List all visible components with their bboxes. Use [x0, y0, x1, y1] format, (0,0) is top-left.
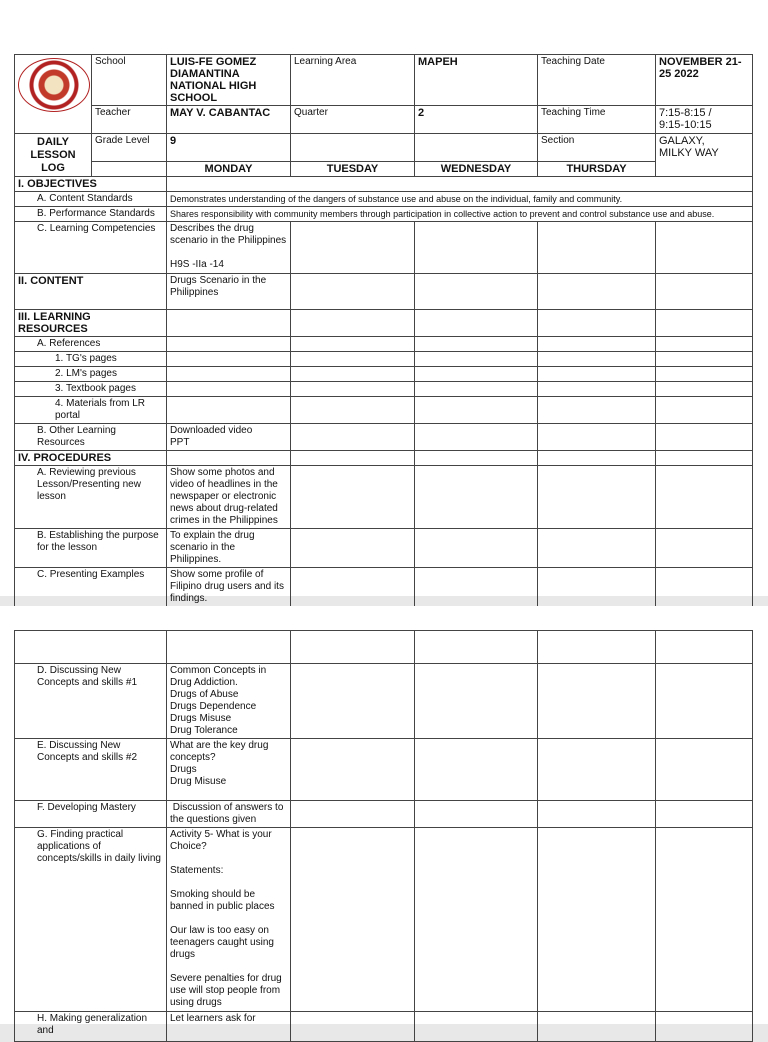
- lesson-log-table-page-2: [14, 630, 753, 1042]
- procedure-e-label: E. Discussing New Concepts and skills #2: [15, 739, 167, 801]
- page-2: [0, 606, 768, 1036]
- log-title: DAILY LESSON LOG: [15, 134, 92, 177]
- content-value: Drugs Scenario in the Philippines: [167, 274, 291, 310]
- procedure-a-value: Show some photos and video of headlines in the newspaper or electronic news about drug-related crimes in the Philippines: [167, 466, 291, 529]
- procedure-h-value: Let learners ask for: [167, 1012, 291, 1042]
- learning-competencies-label: C. Learning Competencies: [15, 222, 167, 274]
- lesson-log-table-page-1: [14, 54, 753, 607]
- procedure-c-value: Show some profile of Filipino drug users and its findings.: [167, 568, 291, 607]
- procedure-e-value: What are the key drug concepts? Drugs Drug Misuse: [167, 739, 291, 801]
- school-seal-cell: [15, 55, 92, 134]
- procedure-d-value: Common Concepts in Drug Addiction. Drugs of Abuse Drugs Dependence Drugs Misuse Drug Tolerance: [167, 664, 291, 739]
- procedure-f-value: Discussion of answers to the questions given: [167, 801, 291, 828]
- learning-resources-heading: III. LEARNING RESOURCES: [15, 310, 167, 337]
- teaching-time-label: Teaching Time: [538, 106, 656, 134]
- quarter-label: Quarter: [291, 106, 415, 134]
- section-label: Section: [538, 134, 656, 162]
- content-heading: II. CONTENT: [15, 274, 167, 310]
- teacher-value: MAY V. CABANTAC: [167, 106, 291, 134]
- other-resources-value: Downloaded video PPT: [167, 424, 291, 451]
- teacher-label: Teacher: [92, 106, 167, 134]
- procedure-b-label: B. Establishing the purpose for the lesson: [15, 529, 167, 568]
- procedure-g-label: G. Finding practical applications of concepts/skills in daily living: [15, 828, 167, 1012]
- performance-standards-label: B. Performance Standards: [15, 207, 167, 222]
- learning-area-value: MAPEH: [415, 55, 538, 106]
- procedure-g-value: Activity 5- What is your Choice? Statements: Smoking should be banned in public places Our law is too easy on teenagers caught using drugs Severe penalties for drug use will stop people from using drugs: [167, 828, 291, 1012]
- materials-lr-portal-label: 4. Materials from LR portal: [15, 397, 167, 424]
- procedure-b-value: To explain the drug scenario in the Philippines.: [167, 529, 291, 568]
- teaching-time-value: 7:15-8:15 / 9:15-10:15: [656, 106, 753, 134]
- day-wednesday: WEDNESDAY: [415, 162, 538, 177]
- procedure-d-label: D. Discussing New Concepts and skills #1: [15, 664, 167, 739]
- procedure-c-label: C. Presenting Examples: [15, 568, 167, 607]
- content-standards-label: A. Content Standards: [15, 192, 167, 207]
- section-value: GALAXY, MILKY WAY: [656, 134, 753, 177]
- lm-pages-label: 2. LM's pages: [15, 367, 167, 382]
- other-resources-label: B. Other Learning Resources: [15, 424, 167, 451]
- school-seal-logo: [18, 58, 90, 112]
- day-thursday: THURSDAY: [538, 162, 656, 177]
- content-standards-value: Demonstrates understanding of the dangers of substance use and abuse on the individual, family and community.: [167, 192, 753, 207]
- teaching-date-value: NOVEMBER 21-25 2022: [656, 55, 753, 106]
- textbook-pages-label: 3. Textbook pages: [15, 382, 167, 397]
- learning-area-label: Learning Area: [291, 55, 415, 106]
- day-monday: MONDAY: [167, 162, 291, 177]
- grade-level-value: 9: [167, 134, 291, 162]
- references-label: A. References: [15, 337, 167, 352]
- performance-standards-value: Shares responsibility with community members through participation in collective action to prevent and control substance use and abuse.: [167, 207, 753, 222]
- school-label: School: [92, 55, 167, 106]
- procedure-a-label: A. Reviewing previous Lesson/Presenting new lesson: [15, 466, 167, 529]
- quarter-value: 2: [415, 106, 538, 134]
- objectives-heading: I. OBJECTIVES: [15, 177, 167, 192]
- procedure-f-label: F. Developing Mastery: [15, 801, 167, 828]
- procedure-h-label: H. Making generalization and: [15, 1012, 167, 1042]
- procedures-heading: IV. PROCEDURES: [15, 451, 167, 466]
- learning-competencies-value: Describes the drug scenario in the Philippines H9S -IIa -14: [167, 222, 291, 274]
- school-value: LUIS-FE GOMEZ DIAMANTINA NATIONAL HIGH SCHOOL: [167, 55, 291, 106]
- grade-level-label: Grade Level: [92, 134, 167, 162]
- teaching-date-label: Teaching Date: [538, 55, 656, 106]
- day-tuesday: TUESDAY: [291, 162, 415, 177]
- tg-pages-label: 1. TG's pages: [15, 352, 167, 367]
